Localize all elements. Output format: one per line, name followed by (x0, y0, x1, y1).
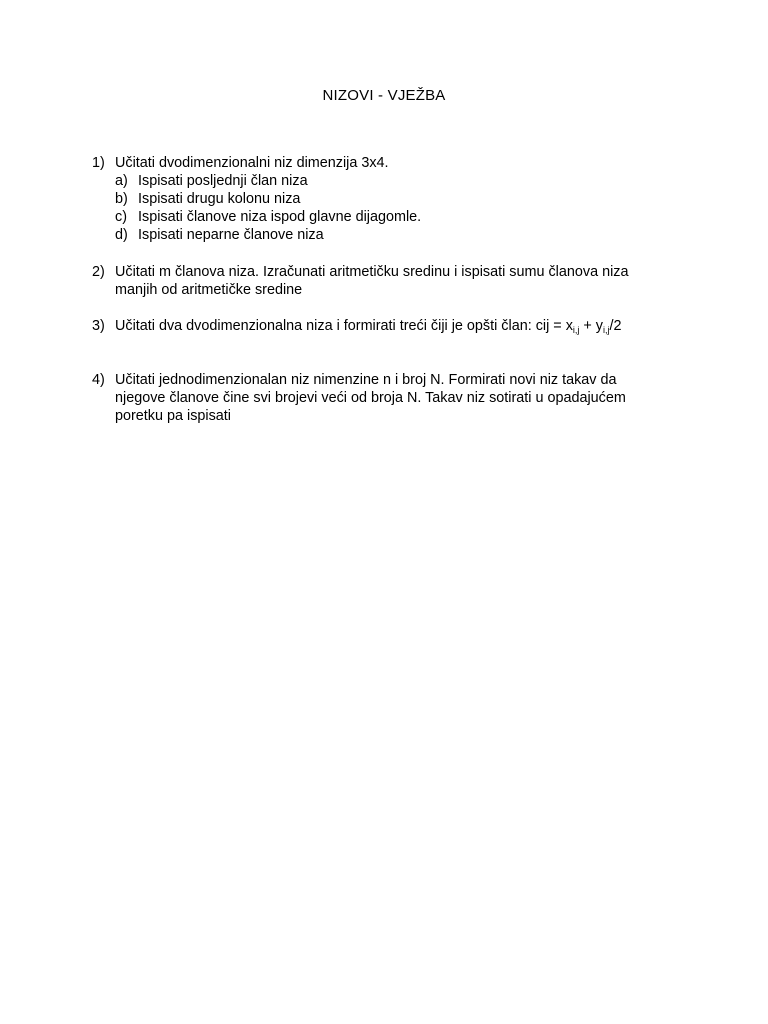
task-number: 2) (92, 264, 105, 280)
task-text: Učitati dvodimenzionalni niz dimenzija 3x4. (115, 155, 389, 171)
task-text-line: Učitati jednodimenzionalan niz nimenzine n i broj N. Formirati novi niz takav da (115, 372, 617, 388)
task-text-after: /2 (609, 318, 622, 334)
subtask-c (115, 208, 692, 226)
subscript-ij: i,j (603, 325, 610, 335)
subtask-letter: d) (115, 227, 128, 243)
task-number: 3) (92, 318, 105, 334)
task-number: 4) (92, 372, 105, 388)
subtask-text: Ispisati članove niza ispod glavne dijagomle. (138, 209, 422, 225)
subtask-a (115, 172, 692, 190)
task-text (115, 317, 692, 335)
subtask-letter: c) (115, 209, 127, 225)
task-text-line: njegove članove čine svi brojevi veći od broja N. Takav niz sotirati u opadajućem (115, 390, 626, 406)
task-1 (92, 154, 692, 244)
task-number: 1) (92, 155, 105, 171)
task-4 (92, 371, 692, 425)
task-text-mid: + y (579, 318, 603, 334)
subtask-letter: b) (115, 191, 128, 207)
subtask-text: Ispisati neparne članove niza (138, 227, 324, 243)
subtask-text: Ispisati drugu kolonu niza (138, 191, 301, 207)
subtask-d (115, 226, 692, 244)
task-text-line: Učitati m članova niza. Izračunati aritmetičku sredinu i ispisati sumu članova niza (115, 264, 629, 280)
task-text-line: poretku pa ispisati (115, 408, 231, 424)
subscript-ij: i,j (572, 325, 580, 335)
page-title: NIZOVI - VJEŽBA (322, 87, 446, 104)
task-2 (92, 263, 692, 299)
task-text-line: manjih od aritmetičke sredine (115, 282, 303, 298)
task-3 (92, 317, 692, 335)
subtask-b (115, 190, 692, 208)
task-text-before: Učitati dva dvodimenzionalna niza i formirati treći čiji je opšti član: cij = x (115, 318, 573, 334)
subtask-letter: a) (115, 173, 128, 189)
subtask-text: Ispisati posljednji član niza (138, 173, 308, 189)
